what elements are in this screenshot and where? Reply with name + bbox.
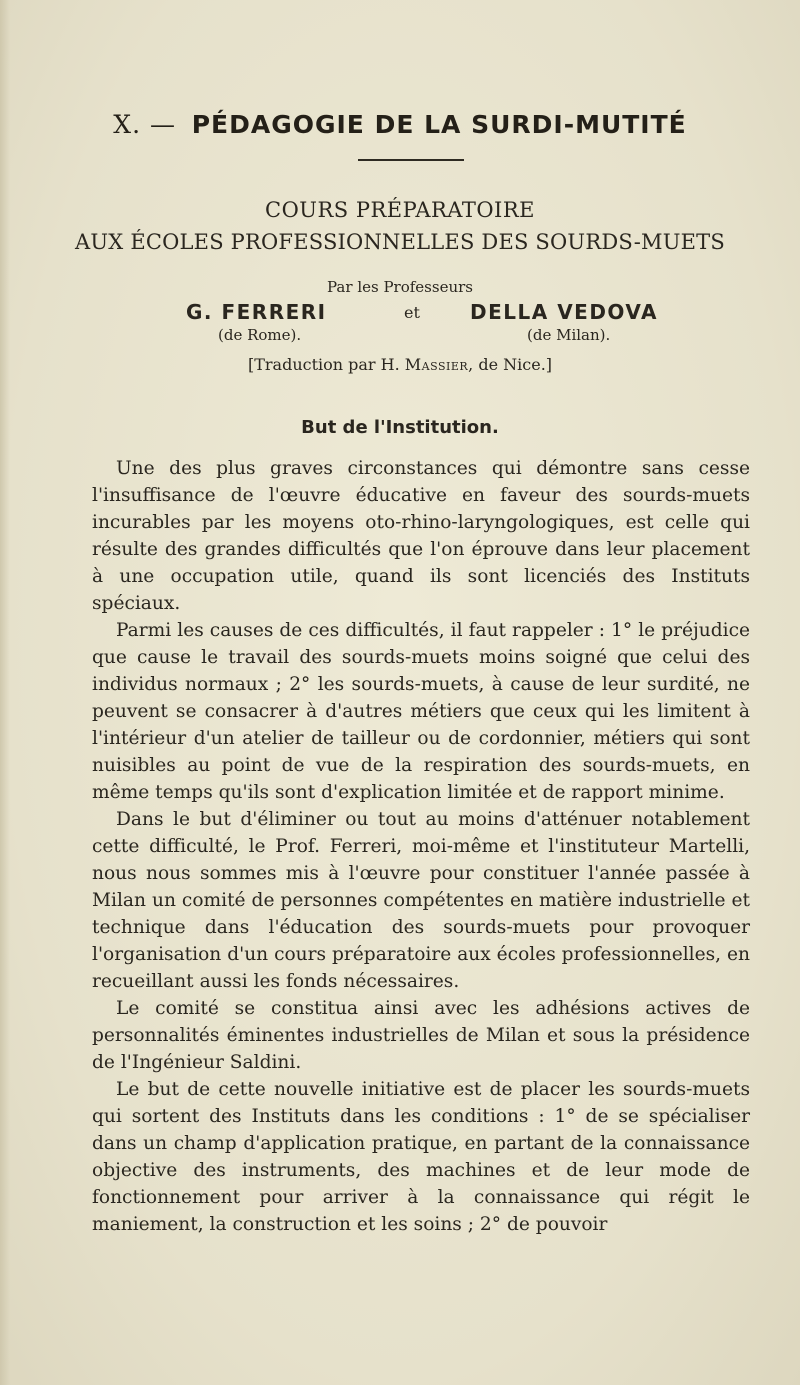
paragraph: Une des plus graves circonstances qui démontre sans cesse l'insuffisance de l'œuvre éducative en faveur des sourds-muets incurables par les moyens oto-rhino-laryngologiques, est celle qui résulte des grandes difficultés que l'on éprouve dans leur placement à une occupation utile, quand ils sont licenciés des Instituts spéciaux. <box>92 458 750 614</box>
author-conjunction: et <box>404 303 420 322</box>
body-text <box>92 455 750 1238</box>
author-2-name: DELLA VEDOVA <box>470 300 658 324</box>
course-title-line-1: COURS PRÉPARATOIRE <box>265 198 535 222</box>
translation-suffix: , de Nice.] <box>468 355 553 374</box>
chapter-number: X. — <box>113 110 176 139</box>
chapter-heading <box>0 110 800 139</box>
paragraph: Le but de cette nouvelle initiative est de placer les sourds-muets qui sortent des Instituts dans les conditions : 1° de se spécialiser dans un champ d'application pratique, en partant de la connaissance objective des instruments, des machines et de leur mode de fonctionnement pour arriver à la connaissance qui régit le maniement, la construction et les soins ; 2° de pouvoir <box>92 1079 750 1235</box>
paragraph: Le comité se constitua ainsi avec les adhésions actives de personnalités éminentes industrielles de Milan et sous la présidence de l'Ingénieur Saldini. <box>92 998 750 1073</box>
chapter-title: PÉDAGOGIE DE LA SURDI-MUTITÉ <box>191 110 687 139</box>
translator-name: Massier <box>404 355 469 374</box>
paragraph: Parmi les causes de ces difficultés, il faut rappeler : 1° le préjudice que cause le travail des sourds-muets moins soigné que celui des individus normaux ; 2° les sourds-muets, à cause de leur surdité, ne peuvent se consacrer à d'autres métiers que ceux qui les limitent à l'intérieur d'un atelier de tailleur ou de cordonnier, métiers qui sont nuisibles au point de vue de la respiration des sourds-muets, en même temps qu'ils sont d'explication limitée et de rapport minime. <box>92 620 750 803</box>
heading-rule <box>358 159 464 161</box>
translation-prefix: [Traduction par H. <box>247 355 405 374</box>
author-1-origin: (de Rome). <box>218 326 302 344</box>
translation-credit <box>0 355 800 374</box>
author-1-name: G. FERRERI <box>186 300 327 324</box>
paragraph: Dans le but d'éliminer ou tout au moins d'atténuer notablement cette difficulté, le Prof. Ferreri, moi-même et l'instituteur Martelli, nous nous sommes mis à l'œuvre pour constituer l'année passée à Milan un comité de personnes compétentes en matière industrielle et technique dans l'éducation des sourds-muets pour provoquer l'organisation d'un cours préparatoire aux écoles professionnelles, en recueillant aussi les fonds nécessaires. <box>92 809 750 992</box>
section-title: But de l'Institution. <box>301 417 499 438</box>
byline: Par les Professeurs <box>327 278 473 296</box>
authors-block <box>0 300 800 350</box>
course-title-line-2: AUX ÉCOLES PROFESSIONNELLES DES SOURDS-MUETS <box>75 230 725 254</box>
author-2-origin: (de Milan). <box>527 326 611 344</box>
